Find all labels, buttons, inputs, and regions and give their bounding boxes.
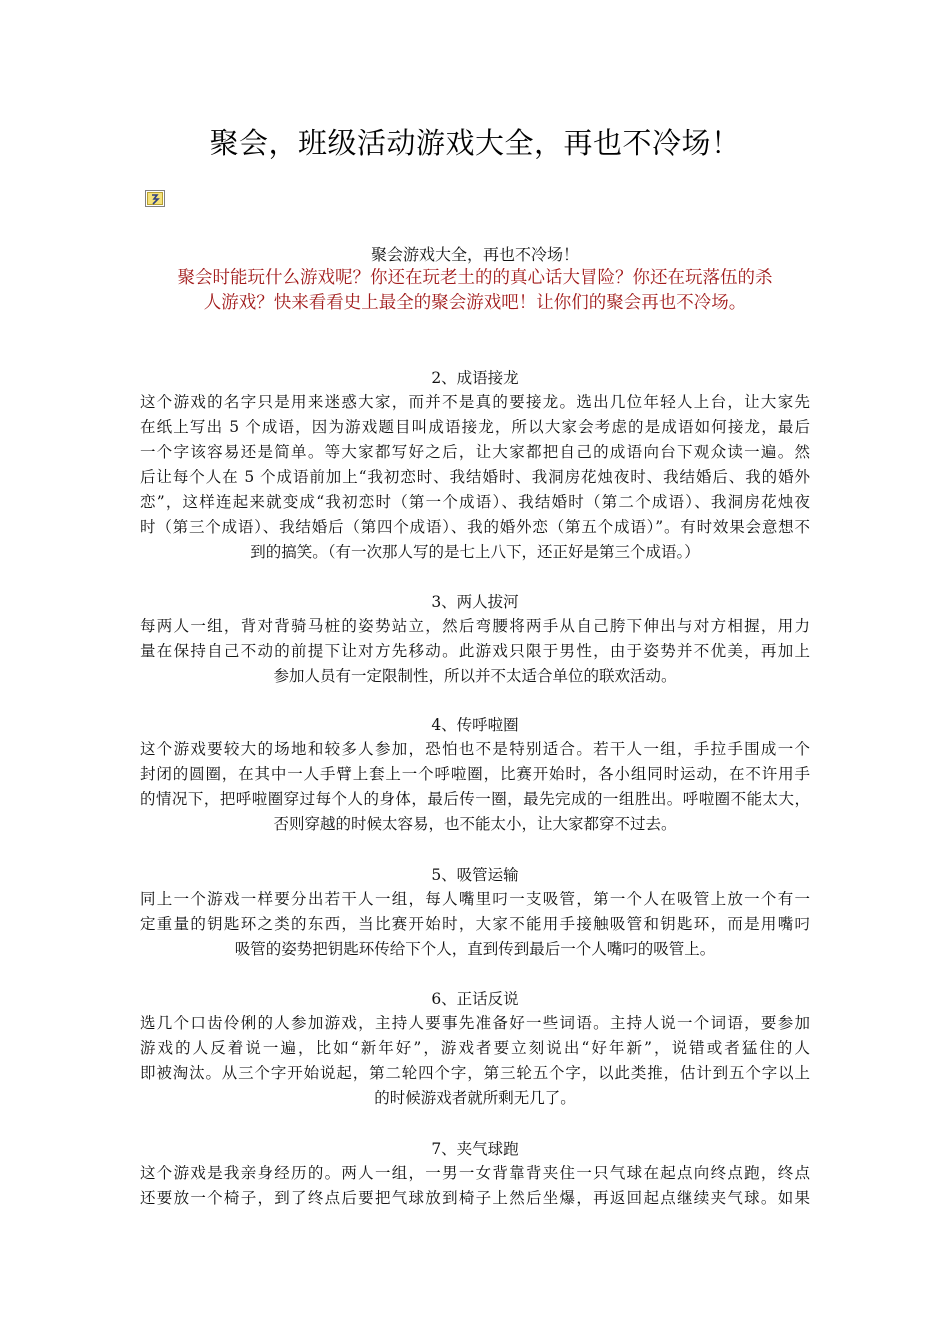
section-hula-hoop [140, 713, 810, 837]
body-line: 即被淘汰。从三个字开始说起，第二轮四个字，第三轮五个字，以此类推，估计到五个字以上 [140, 1064, 810, 1082]
body-line: 的时候游戏者就所剩无几了。 [374, 1089, 576, 1107]
section-heading: 7、夹气球跑 [431, 1140, 519, 1158]
body-line: 这个游戏是我亲身经历的。两人一组，一男一女背靠背夹住一只气球在起点向终点跑，终点 [140, 1164, 810, 1182]
body-line: 否则穿越的时候太容易，也不能太小，让大家都穿不过去。 [273, 815, 677, 833]
body-line: 同上一个游戏一样要分出若干人一组，每人嘴里叼一支吸管，第一个人在吸管上放一个有一 [140, 890, 810, 908]
body-line: 到的搞笑。（有一次那人写的是七上八下，还正好是第三个成语。） [250, 543, 700, 561]
section-heading: 3、两人拔河 [431, 593, 519, 611]
section-heading: 6、正话反说 [431, 990, 519, 1008]
body-line: 恋”，这样连起来就变成“我初恋时（第一个成语）、我结婚时（第二个成语）、我洞房花烛夜 [140, 493, 810, 511]
body-line: 量在保持自己不动的前提下让对方先移动。此游戏只限于男性，由于姿势并不优美，再加上 [140, 642, 810, 660]
section-reverse-speech [140, 987, 810, 1111]
body-line: 在纸上写出 5 个成语，因为游戏题目叫成语接龙，所以大家会考虑的是成语如何接龙，最后 [140, 418, 810, 436]
body-line: 时（第三个成语）、我结婚后（第四个成语）、我的婚外恋（第五个成语）”。有时效果会意想不 [140, 518, 810, 536]
body-line: 这个游戏要较大的场地和较多人参加，恐怕也不是特别适合。若干人一组，手拉手围成一个 [140, 740, 810, 758]
body-line: 每两人一组，背对背骑马桩的姿势站立，然后弯腰将两手从自己胯下伸出与对方相握，用力 [140, 617, 810, 635]
body-line: 定重量的钥匙环之类的东西，当比赛开始时，大家不能用手接触吸管和钥匙环，而是用嘴叼 [140, 915, 810, 933]
body-line: 封闭的圆圈，在其中一人手臂上套上一个呼啦圈，比赛开始时，各小组同时运动，在不许用手 [140, 765, 810, 783]
body-line: 吸管的姿势把钥匙环传给下个人，直到传到最后一个人嘴叼的吸管上。 [234, 940, 716, 958]
section-heading: 4、传呼啦圈 [431, 716, 519, 734]
body-line: 一个字该容易还是简单。等大家都写好之后，让大家都把自己的成语向台下观众读一遍。然 [140, 443, 810, 461]
body-line: 选几个口齿伶俐的人参加游戏，主持人要事先准备好一些词语。主持人说一个词语，要参加 [140, 1014, 810, 1032]
section-heading: 5、吸管运输 [431, 866, 519, 884]
section-tug-of-war [140, 590, 810, 689]
broken-image-icon [145, 190, 165, 207]
intro-line: 聚会时能玩什么游戏呢？你还在玩老土的的真心话大冒险？你还在玩落伍的杀 [177, 268, 773, 288]
intro-paragraph [140, 266, 810, 316]
intro-line: 人游戏？快来看看史上最全的聚会游戏吧！让你们的聚会再也不冷场。 [203, 293, 747, 313]
section-balloon-run [140, 1137, 810, 1211]
body-line: 后让每个人在 5 个成语前加上“我初恋时、我结婚时、我洞房花烛夜时、我结婚后、我的婚外 [140, 468, 810, 486]
body-line: 还要放一个椅子，到了终点后要把气球放到椅子上然后坐爆，再返回起点继续夹气球。如果 [140, 1189, 810, 1207]
document-subtitle: 聚会游戏大全，再也不冷场！ [370, 245, 579, 264]
document-title: 聚会，班级活动游戏大全，再也不冷场！ [209, 126, 741, 160]
section-straw-transport [140, 863, 810, 962]
section-heading: 2、成语接龙 [431, 369, 519, 387]
body-line: 游戏的人反着说一遍，比如“新年好”，游戏者要立刻说出“好年新”，说错或者猛住的人 [140, 1039, 810, 1057]
body-line: 这个游戏的名字只是用来迷惑大家，而并不是真的要接龙。选出几位年轻人上台，让大家先 [140, 393, 810, 411]
section-idiom-chain [140, 366, 810, 565]
body-line: 的情况下，把呼啦圈穿过每个人的身体，最后传一圈，最先完成的一组胜出。呼啦圈不能太大， [140, 790, 810, 808]
body-line: 参加人员有一定限制性，所以并不太适合单位的联欢活动。 [273, 667, 677, 685]
